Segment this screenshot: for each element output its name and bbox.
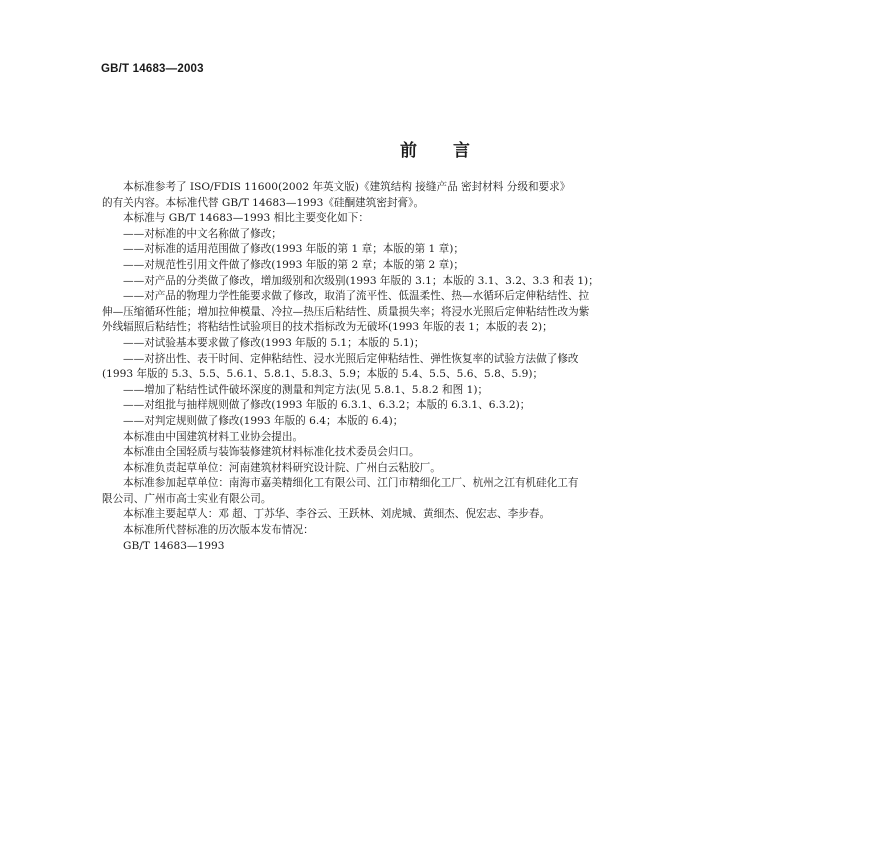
text-line: ——对产品的分类做了修改，增加级别和次级别(1993 年版的 3.1；本版的 3.1、3.2、3.3 和表 1)； [123, 274, 599, 287]
foreword-body [102, 180, 798, 554]
text-line: 本标准由全国轻质与装饰装修建筑材料标准化技术委员会归口。 [123, 446, 420, 459]
text-line: 本标准所代替标准的历次版本发布情况： [123, 524, 314, 537]
text-line: 外线辐照后粘结性；将粘结性试验项目的技术指标改为无破坏(1993 年版的表 1；本版的表 2)； [102, 321, 553, 334]
text-line: ——对挤出性、表干时间、定伸粘结性、浸水光照后定伸粘结性、弹性恢复率的试验方法做了修改 [123, 352, 579, 365]
text-line: ——对判定规则做了修改(1993 年版的 6.4；本版的 6.4)； [123, 414, 404, 427]
text-line: 伸—压缩循环性能；增加拉伸模量、冷拉—热压后粘结性、质量损失率；将浸水光照后定伸粘结性改为紫 [102, 305, 590, 318]
text-line: 本标准由中国建筑材料工业协会提出。 [123, 430, 304, 443]
standard-number: GB/T 14683—2003 [101, 63, 204, 75]
page-title: 前言 [400, 141, 506, 161]
text-line: ——对试验基本要求做了修改(1993 年版的 5.1；本版的 5.1)； [123, 336, 425, 349]
text-line: 本标准与 GB/T 14683—1993 相比主要变化如下： [123, 212, 369, 225]
text-line: ——对规范性引用文件做了修改(1993 年版的第 2 章；本版的第 2 章)； [123, 258, 464, 271]
text-line: 本标准负责起草单位：河南建筑材料研究设计院、广州白云粘胶厂。 [123, 461, 441, 474]
text-line: GB/T 14683—1993 [123, 539, 225, 552]
text-line: 本标准参加起草单位：南海市嘉美精细化工有限公司、江门市精细化工厂、杭州之江有机硅化工有 [123, 477, 579, 490]
text-line: ——增加了粘结性试件破坏深度的测量和判定方法(见 5.8.1、5.8.2 和图 1)； [123, 383, 489, 396]
text-line: ——对标准的中文名称做了修改； [123, 227, 282, 240]
text-line: 限公司、广州市高士实业有限公司。 [102, 492, 272, 505]
text-line: ——对组批与抽样规则做了修改(1993 年版的 6.3.1、6.3.2；本版的 6.3.1、6.3.2)； [123, 399, 531, 412]
text-line: 本标准主要起草人：邓 超、丁苏华、李谷云、王跃林、刘虎城、黄细杰、倪宏志、李步春。 [123, 508, 551, 521]
text-line: ——对标准的适用范围做了修改(1993 年版的第 1 章；本版的第 1 章)； [123, 243, 464, 256]
text-line: 本标准参考了 ISO/FDIS 11600(2002 年英文版)《建筑结构 接缝产品 密封材料 分级和要求》 [123, 181, 571, 193]
text-line: 的有关内容。本标准代替 GB/T 14683—1993《硅酮建筑密封膏》。 [102, 196, 425, 209]
text-line: (1993 年版的 5.3、5.5、5.6.1、5.8.1、5.8.3、5.9；本版的 5.4、5.5、5.6、5.8、5.9)； [102, 368, 544, 381]
text-line: ——对产品的物理力学性能要求做了修改，取消了流平性、低温柔性、热—水循环后定伸粘结性、拉 [123, 290, 590, 303]
